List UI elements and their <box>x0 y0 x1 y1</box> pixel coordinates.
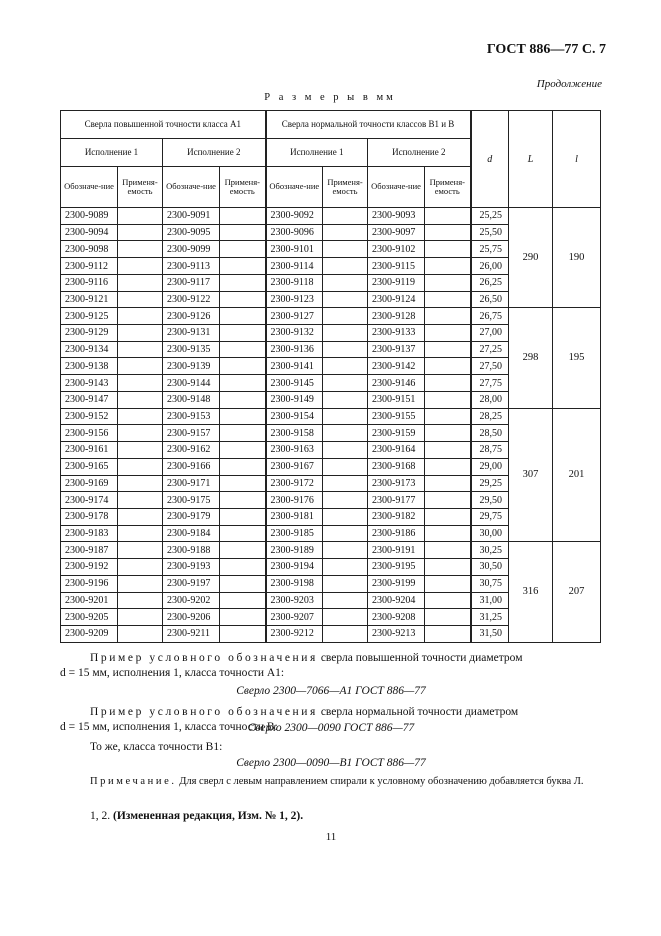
a1-exec2-designation: 2300-9113 <box>163 258 220 275</box>
b-exec1-application <box>323 408 368 425</box>
b-exec1-application <box>323 625 368 642</box>
header-group-b: Сверла нормальной точности классов В1 и В <box>266 111 471 139</box>
table-row <box>61 308 601 325</box>
page-number: 11 <box>325 831 337 843</box>
a1-exec1-designation: 2300-9209 <box>61 625 118 642</box>
note-lead: Примечание. <box>90 776 177 787</box>
example-1-line2: d = 15 мм, исполнения 1, класса точности А1: <box>60 667 285 679</box>
diameter-value: 27,50 <box>471 358 509 375</box>
a1-exec2-application <box>220 391 266 408</box>
a1-exec2-designation: 2300-9171 <box>163 475 220 492</box>
a1-exec2-designation: 2300-9179 <box>163 508 220 525</box>
a1-exec2-application <box>220 609 266 626</box>
a1-exec1-designation: 2300-9205 <box>61 609 118 626</box>
length-l-value: 201 <box>553 408 601 542</box>
a1-exec1-application <box>118 609 163 626</box>
amendment-prefix: 1, 2. <box>90 810 113 822</box>
table-row <box>61 208 601 225</box>
diameter-value: 31,00 <box>471 592 509 609</box>
a1-exec2-designation: 2300-9148 <box>163 391 220 408</box>
a1-exec1-designation: 2300-9089 <box>61 208 118 225</box>
a1-exec2-application <box>220 258 266 275</box>
example-1-rest: сверла повышенной точности диаметром <box>317 652 523 664</box>
table-row <box>61 542 601 559</box>
header-L: L <box>509 111 553 208</box>
example-2-line2: d = 15 мм, исполнения 1, класса точности В: <box>60 721 278 733</box>
a1-exec1-application <box>118 492 163 509</box>
b-exec1-application <box>323 358 368 375</box>
a1-exec2-designation: 2300-9188 <box>163 542 220 559</box>
a1-exec2-application <box>220 358 266 375</box>
a1-exec2-application <box>220 425 266 442</box>
b-exec2-designation: 2300-9093 <box>368 208 425 225</box>
diameter-value: 29,00 <box>471 458 509 475</box>
a1-exec2-application <box>220 274 266 291</box>
b-exec2-application <box>425 425 471 442</box>
length-l-value: 195 <box>553 308 601 408</box>
length-L-value: 298 <box>509 308 553 408</box>
a1-exec2-application <box>220 575 266 592</box>
a1-exec2-application <box>220 542 266 559</box>
b-exec1-application <box>323 391 368 408</box>
a1-exec2-application <box>220 475 266 492</box>
table-body <box>61 208 601 643</box>
b-exec1-designation: 2300-9127 <box>266 308 323 325</box>
diameter-value: 25,75 <box>471 241 509 258</box>
b-exec1-designation: 2300-9203 <box>266 592 323 609</box>
a1-exec2-application <box>220 492 266 509</box>
a1-exec1-designation: 2300-9134 <box>61 341 118 358</box>
b-exec1-application <box>323 559 368 576</box>
header-l: l <box>553 111 601 208</box>
b-exec2-designation: 2300-9115 <box>368 258 425 275</box>
b-exec2-designation: 2300-9208 <box>368 609 425 626</box>
a1-exec1-designation: 2300-9094 <box>61 224 118 241</box>
b-exec2-designation: 2300-9177 <box>368 492 425 509</box>
b-exec1-designation: 2300-9167 <box>266 458 323 475</box>
a1-exec2-application <box>220 458 266 475</box>
a1-exec1-application <box>118 208 163 225</box>
example-2-formula: Сверло 2300—0090 ГОСТ 886—77 <box>247 722 415 734</box>
b-exec1-designation: 2300-9198 <box>266 575 323 592</box>
b-exec2-application <box>425 274 471 291</box>
header-b-exec1: Исполнение 1 <box>266 139 368 167</box>
a1-exec2-designation: 2300-9117 <box>163 274 220 291</box>
table-row <box>61 408 601 425</box>
a1-exec2-designation: 2300-9197 <box>163 575 220 592</box>
b-exec1-application <box>323 291 368 308</box>
b-exec2-designation: 2300-9119 <box>368 274 425 291</box>
a1-exec2-designation: 2300-9099 <box>163 241 220 258</box>
b-exec2-designation: 2300-9159 <box>368 425 425 442</box>
b-exec2-designation: 2300-9155 <box>368 408 425 425</box>
b-exec2-designation: 2300-9182 <box>368 508 425 525</box>
b-exec1-application <box>323 241 368 258</box>
a1-exec1-application <box>118 625 163 642</box>
a1-exec2-designation: 2300-9162 <box>163 442 220 459</box>
b-exec2-application <box>425 325 471 342</box>
b-exec2-designation: 2300-9213 <box>368 625 425 642</box>
b-exec2-designation: 2300-9097 <box>368 224 425 241</box>
b-exec1-designation: 2300-9141 <box>266 358 323 375</box>
diameter-value: 30,50 <box>471 559 509 576</box>
a1-exec2-application <box>220 375 266 392</box>
b-exec2-application <box>425 575 471 592</box>
a1-exec1-application <box>118 358 163 375</box>
b-exec1-designation: 2300-9212 <box>266 625 323 642</box>
header-d: d <box>471 111 509 208</box>
b-exec2-application <box>425 475 471 492</box>
b-exec2-application <box>425 592 471 609</box>
b-exec1-application <box>323 208 368 225</box>
a1-exec1-application <box>118 575 163 592</box>
diameter-value: 25,50 <box>471 224 509 241</box>
diameter-value: 25,25 <box>471 208 509 225</box>
b-exec2-application <box>425 308 471 325</box>
diameter-value: 29,25 <box>471 475 509 492</box>
a1-exec2-application <box>220 291 266 308</box>
b-exec1-application <box>323 609 368 626</box>
b-exec1-designation: 2300-9176 <box>266 492 323 509</box>
same-b1-text: То же, класса точности В1: <box>90 741 223 753</box>
b-exec2-application <box>425 208 471 225</box>
table-caption: Р а з м е р ы в мм <box>264 92 396 103</box>
a1-exec1-application <box>118 458 163 475</box>
example-3-formula: Сверло 2300—0090—В1 ГОСТ 886—77 <box>236 757 426 769</box>
a1-exec2-designation: 2300-9175 <box>163 492 220 509</box>
a1-exec1-application <box>118 241 163 258</box>
diameter-value: 29,50 <box>471 492 509 509</box>
b-exec1-application <box>323 575 368 592</box>
b-exec1-application <box>323 375 368 392</box>
a1-exec1-designation: 2300-9196 <box>61 575 118 592</box>
dimensions-table <box>60 110 601 643</box>
header-a1-exec2: Исполнение 2 <box>163 139 266 167</box>
b-exec2-designation: 2300-9199 <box>368 575 425 592</box>
b-exec2-application <box>425 458 471 475</box>
a1-exec1-designation: 2300-9174 <box>61 492 118 509</box>
b-exec1-application <box>323 308 368 325</box>
diameter-value: 31,50 <box>471 625 509 642</box>
b-exec1-application <box>323 542 368 559</box>
b-exec1-designation: 2300-9092 <box>266 208 323 225</box>
b-exec1-application <box>323 508 368 525</box>
a1-exec2-application <box>220 224 266 241</box>
b-exec2-designation: 2300-9173 <box>368 475 425 492</box>
b-exec2-application <box>425 625 471 642</box>
a1-exec2-designation: 2300-9139 <box>163 358 220 375</box>
a1-exec1-application <box>118 325 163 342</box>
b-exec2-application <box>425 508 471 525</box>
b-exec1-designation: 2300-9123 <box>266 291 323 308</box>
b-exec1-designation: 2300-9114 <box>266 258 323 275</box>
b-exec1-application <box>323 592 368 609</box>
b-exec1-application <box>323 425 368 442</box>
a1-exec1-designation: 2300-9112 <box>61 258 118 275</box>
example-2-rest: сверла нормальной точности диаметром <box>317 706 519 718</box>
b-exec1-designation: 2300-9163 <box>266 442 323 459</box>
diameter-value: 27,25 <box>471 341 509 358</box>
a1-exec1-designation: 2300-9143 <box>61 375 118 392</box>
example-1-formula: Сверло 2300—7066—А1 ГОСТ 886—77 <box>236 685 426 697</box>
b-exec2-designation: 2300-9133 <box>368 325 425 342</box>
a1-exec1-designation: 2300-9161 <box>61 442 118 459</box>
a1-exec2-designation: 2300-9126 <box>163 308 220 325</box>
b-exec2-application <box>425 375 471 392</box>
b-exec1-application <box>323 458 368 475</box>
b-exec2-application <box>425 358 471 375</box>
a1-exec2-designation: 2300-9206 <box>163 609 220 626</box>
a1-exec1-designation: 2300-9192 <box>61 559 118 576</box>
a1-exec2-application <box>220 442 266 459</box>
a1-exec1-application <box>118 425 163 442</box>
a1-exec1-application <box>118 308 163 325</box>
header-application: Применя-емость <box>323 167 368 208</box>
a1-exec1-application <box>118 341 163 358</box>
header-application: Применя-емость <box>425 167 471 208</box>
a1-exec1-application <box>118 442 163 459</box>
a1-exec1-application <box>118 375 163 392</box>
diameter-value: 27,75 <box>471 375 509 392</box>
a1-exec2-application <box>220 341 266 358</box>
a1-exec2-application <box>220 308 266 325</box>
a1-exec2-application <box>220 325 266 342</box>
b-exec1-designation: 2300-9181 <box>266 508 323 525</box>
b-exec1-application <box>323 475 368 492</box>
b-exec2-designation: 2300-9186 <box>368 525 425 542</box>
a1-exec2-designation: 2300-9144 <box>163 375 220 392</box>
continuation-label: Продолжение <box>536 78 602 90</box>
a1-exec1-designation: 2300-9152 <box>61 408 118 425</box>
a1-exec1-application <box>118 274 163 291</box>
b-exec2-application <box>425 492 471 509</box>
length-L-value: 316 <box>509 542 553 642</box>
diameter-value: 28,25 <box>471 408 509 425</box>
header-a1-exec1: Исполнение 1 <box>61 139 163 167</box>
b-exec2-application <box>425 442 471 459</box>
diameter-value: 28,50 <box>471 425 509 442</box>
a1-exec1-designation: 2300-9125 <box>61 308 118 325</box>
a1-exec2-designation: 2300-9095 <box>163 224 220 241</box>
b-exec2-designation: 2300-9204 <box>368 592 425 609</box>
b-exec2-designation: 2300-9195 <box>368 559 425 576</box>
a1-exec1-application <box>118 224 163 241</box>
a1-exec2-designation: 2300-9184 <box>163 525 220 542</box>
a1-exec2-designation: 2300-9091 <box>163 208 220 225</box>
b-exec1-application <box>323 492 368 509</box>
b-exec2-designation: 2300-9191 <box>368 542 425 559</box>
b-exec2-designation: 2300-9168 <box>368 458 425 475</box>
header-application: Применя-емость <box>118 167 163 208</box>
b-exec1-designation: 2300-9154 <box>266 408 323 425</box>
b-exec1-designation: 2300-9207 <box>266 609 323 626</box>
a1-exec1-application <box>118 592 163 609</box>
b-exec1-application <box>323 341 368 358</box>
b-exec1-designation: 2300-9096 <box>266 224 323 241</box>
b-exec2-designation: 2300-9128 <box>368 308 425 325</box>
note-rest: Для сверл с левым направлением спирали к условному обозначению добавляется буква Л. <box>176 776 584 787</box>
a1-exec1-designation: 2300-9129 <box>61 325 118 342</box>
b-exec2-application <box>425 224 471 241</box>
a1-exec1-designation: 2300-9169 <box>61 475 118 492</box>
diameter-value: 30,00 <box>471 525 509 542</box>
b-exec1-designation: 2300-9132 <box>266 325 323 342</box>
diameter-value: 26,50 <box>471 291 509 308</box>
a1-exec1-designation: 2300-9138 <box>61 358 118 375</box>
b-exec2-designation: 2300-9102 <box>368 241 425 258</box>
b-exec1-designation: 2300-9149 <box>266 391 323 408</box>
header-b-exec2: Исполнение 2 <box>368 139 471 167</box>
b-exec1-designation: 2300-9189 <box>266 542 323 559</box>
b-exec2-application <box>425 391 471 408</box>
b-exec1-application <box>323 442 368 459</box>
a1-exec2-designation: 2300-9131 <box>163 325 220 342</box>
b-exec1-designation: 2300-9118 <box>266 274 323 291</box>
a1-exec1-designation: 2300-9165 <box>61 458 118 475</box>
diameter-value: 29,75 <box>471 508 509 525</box>
diameter-value: 26,25 <box>471 274 509 291</box>
a1-exec1-application <box>118 559 163 576</box>
b-exec2-application <box>425 609 471 626</box>
diameter-value: 31,25 <box>471 609 509 626</box>
a1-exec1-application <box>118 408 163 425</box>
example-2-lead: Пример условного обозначения <box>90 706 318 718</box>
a1-exec1-designation: 2300-9201 <box>61 592 118 609</box>
a1-exec1-application <box>118 291 163 308</box>
length-l-value: 207 <box>553 542 601 642</box>
a1-exec2-application <box>220 625 266 642</box>
a1-exec1-designation: 2300-9187 <box>61 542 118 559</box>
amendment-line <box>60 809 602 824</box>
a1-exec1-application <box>118 525 163 542</box>
header-group-a1: Сверла повышенной точности класса А1 <box>61 111 266 139</box>
a1-exec2-application <box>220 525 266 542</box>
a1-exec1-designation: 2300-9178 <box>61 508 118 525</box>
b-exec2-designation: 2300-9151 <box>368 391 425 408</box>
header-designation: Обозначе-ние <box>368 167 425 208</box>
header-designation: Обозначе-ние <box>163 167 220 208</box>
a1-exec2-designation: 2300-9202 <box>163 592 220 609</box>
b-exec1-application <box>323 525 368 542</box>
diameter-value: 27,00 <box>471 325 509 342</box>
a1-exec2-designation: 2300-9211 <box>163 625 220 642</box>
b-exec1-designation: 2300-9101 <box>266 241 323 258</box>
b-exec1-designation: 2300-9185 <box>266 525 323 542</box>
b-exec1-application <box>323 274 368 291</box>
note <box>60 775 602 789</box>
a1-exec2-application <box>220 559 266 576</box>
b-exec1-application <box>323 325 368 342</box>
diameter-value: 26,00 <box>471 258 509 275</box>
b-exec2-application <box>425 542 471 559</box>
length-l-value: 190 <box>553 208 601 308</box>
b-exec1-application <box>323 258 368 275</box>
diameter-value: 28,75 <box>471 442 509 459</box>
a1-exec1-application <box>118 258 163 275</box>
header-designation: Обозначе-ние <box>266 167 323 208</box>
diameter-value: 28,00 <box>471 391 509 408</box>
diameter-value: 30,25 <box>471 542 509 559</box>
b-exec2-designation: 2300-9164 <box>368 442 425 459</box>
a1-exec2-designation: 2300-9135 <box>163 341 220 358</box>
a1-exec1-application <box>118 391 163 408</box>
amendment-note: (Измененная редакция, Изм. № 1, 2). <box>113 810 304 822</box>
a1-exec2-application <box>220 208 266 225</box>
a1-exec1-designation: 2300-9116 <box>61 274 118 291</box>
a1-exec2-application <box>220 241 266 258</box>
b-exec2-application <box>425 291 471 308</box>
b-exec1-designation: 2300-9194 <box>266 559 323 576</box>
b-exec2-application <box>425 525 471 542</box>
example-1-text <box>60 651 602 681</box>
b-exec1-designation: 2300-9158 <box>266 425 323 442</box>
a1-exec1-designation: 2300-9098 <box>61 241 118 258</box>
b-exec2-designation: 2300-9142 <box>368 358 425 375</box>
b-exec2-application <box>425 408 471 425</box>
b-exec2-designation: 2300-9124 <box>368 291 425 308</box>
document-header-title: ГОСТ 886—77 С. 7 <box>486 42 606 57</box>
b-exec2-application <box>425 341 471 358</box>
a1-exec1-application <box>118 475 163 492</box>
b-exec1-designation: 2300-9172 <box>266 475 323 492</box>
a1-exec2-application <box>220 408 266 425</box>
b-exec1-application <box>323 224 368 241</box>
a1-exec2-designation: 2300-9193 <box>163 559 220 576</box>
diameter-value: 30,75 <box>471 575 509 592</box>
header-designation: Обозначе-ние <box>61 167 118 208</box>
b-exec2-application <box>425 241 471 258</box>
b-exec2-designation: 2300-9146 <box>368 375 425 392</box>
b-exec1-designation: 2300-9145 <box>266 375 323 392</box>
a1-exec2-designation: 2300-9166 <box>163 458 220 475</box>
example-1-lead: Пример условного обозначения <box>90 652 318 664</box>
length-L-value: 290 <box>509 208 553 308</box>
a1-exec2-application <box>220 508 266 525</box>
header-application: Применя-емость <box>220 167 266 208</box>
a1-exec2-designation: 2300-9153 <box>163 408 220 425</box>
a1-exec1-application <box>118 542 163 559</box>
b-exec2-application <box>425 258 471 275</box>
a1-exec2-designation: 2300-9157 <box>163 425 220 442</box>
a1-exec2-designation: 2300-9122 <box>163 291 220 308</box>
b-exec2-application <box>425 559 471 576</box>
b-exec2-designation: 2300-9137 <box>368 341 425 358</box>
length-L-value: 307 <box>509 408 553 542</box>
a1-exec1-application <box>118 508 163 525</box>
a1-exec1-designation: 2300-9147 <box>61 391 118 408</box>
b-exec1-designation: 2300-9136 <box>266 341 323 358</box>
a1-exec1-designation: 2300-9183 <box>61 525 118 542</box>
a1-exec1-designation: 2300-9121 <box>61 291 118 308</box>
a1-exec1-designation: 2300-9156 <box>61 425 118 442</box>
a1-exec2-application <box>220 592 266 609</box>
diameter-value: 26,75 <box>471 308 509 325</box>
